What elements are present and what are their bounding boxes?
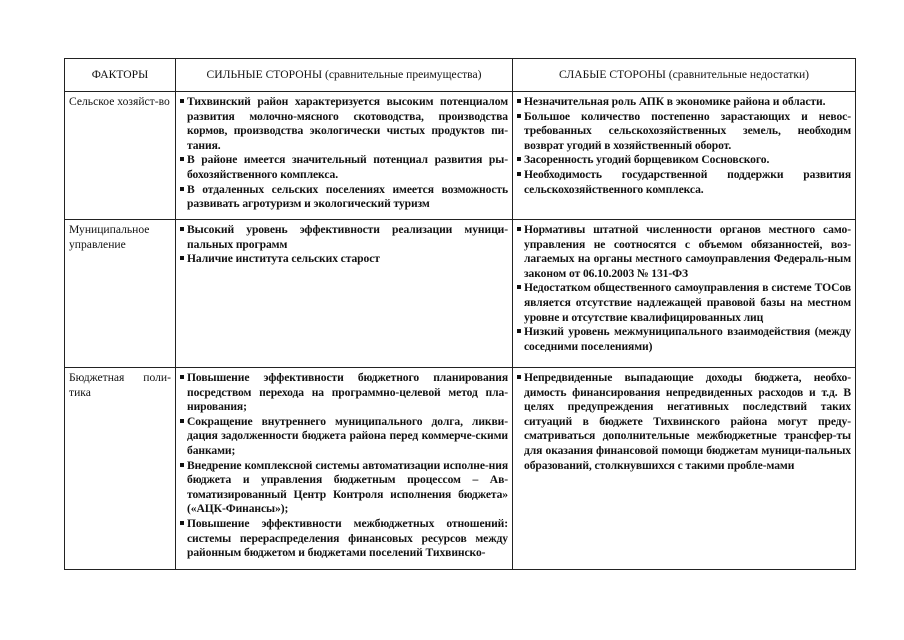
bullet-icon <box>517 285 521 289</box>
list-item: Повышение эффективности межбюджетных отношений: системы перераспределения финансовых ресурсов между районным бюджетом и бюджетами поселений Тихвинско- <box>180 517 508 561</box>
list-item: Повышение эффективности бюджетного планирования посредством перехода на программно-целевой метод пла-нирования; <box>180 371 508 415</box>
list-item: Тихвинский район характеризуется высоким потенциалом развития молочно-мясного скотоводства, производства кормов, производства экологически чистых продуктов пи-тания. <box>180 95 508 153</box>
list-item: Нормативы штатной численности органов местного само-управления не соотносятся с объемом обязанностей, воз-лагаемых на органы местного самоуправления Федераль-ным законом от 06.10.2003 № 131-ФЗ <box>517 223 851 281</box>
bullet-icon <box>517 99 521 103</box>
list-item: Недостатком общественного самоуправления в системе ТОСов является отсутствие надлежащей правовой базы на местном уровне и отсутствие квалифицированных лиц <box>517 281 851 325</box>
strengths-cell <box>176 220 513 368</box>
list-item: Высокий уровень эффективности реализации муници-пальных программ <box>180 223 508 252</box>
list-item: В отдаленных сельских поселениях имеется возможность развивать агротуризм и экологический туризм <box>180 183 508 212</box>
weaknesses-list <box>517 95 851 197</box>
list-item: Низкий уровень межмуниципального взаимодействия (между соседними поселениями) <box>517 325 851 354</box>
bullet-icon <box>517 172 521 176</box>
bullet-icon <box>180 463 184 467</box>
strengths-cell <box>176 368 513 570</box>
header-strengths: СИЛЬНЫЕ СТОРОНЫ (сравнительные преимущества) <box>176 59 513 92</box>
factor-municipal: Муниципальное управление <box>65 220 176 368</box>
list-item: Наличие института сельских старост <box>180 252 508 267</box>
list-item: Большое количество постепенно зарастающих и невос-требованных сельскохозяйственных земель, необходим возврат угодий в хозяйственный оборот. <box>517 110 851 154</box>
weaknesses-cell <box>513 92 856 220</box>
table-row <box>65 368 856 570</box>
header-row <box>65 59 856 92</box>
table-row <box>65 220 856 368</box>
bullet-icon <box>180 157 184 161</box>
list-item: Сокращение внутреннего муниципального долга, ликви-дация задолженности бюджета района перед коммерче-скими банками; <box>180 415 508 459</box>
list-item: Незначительная роль АПК в экономике района и области. <box>517 95 851 110</box>
weaknesses-list <box>517 223 851 354</box>
header-weaknesses: СЛАБЫЕ СТОРОНЫ (сравнительные недостатки) <box>513 59 856 92</box>
bullet-icon <box>517 227 521 231</box>
bullet-icon <box>180 99 184 103</box>
factor-budget: Бюджетная поли-тика <box>65 368 176 570</box>
strengths-list <box>180 95 508 212</box>
list-item: В районе имеется значительный потенциал развития ры-бохозяйственного комплекса. <box>180 153 508 182</box>
list-item: Внедрение комплексной системы автоматизации исполне-ния бюджета и управления бюджетным процессом – Ав-томатизированный Центр Контроля исполнения бюджета» («АЦК-Финансы»); <box>180 459 508 517</box>
bullet-icon <box>517 329 521 333</box>
bullet-icon <box>180 375 184 379</box>
bullet-icon <box>517 157 521 161</box>
bullet-icon <box>180 256 184 260</box>
strengths-list <box>180 371 508 561</box>
list-item: Непредвиденные выпадающие доходы бюджета, необхо-димость финансирования непредвиденных расходов и т.д. В целях предупреждения негативных последствий таких ситуаций в бюджете Тихвинского района могут преду-сматриваться дополнительные межбюджетные трансфер-ты для оказания финансовой помощи бюджетам муници-пальных образований, столкнувшихся с такими пробле-мами <box>517 371 851 473</box>
weaknesses-cell <box>513 220 856 368</box>
strengths-list <box>180 223 508 267</box>
swot-table <box>64 58 856 570</box>
table-row <box>65 92 856 220</box>
bullet-icon <box>517 375 521 379</box>
bullet-icon <box>180 419 184 423</box>
header-factors: ФАКТОРЫ <box>65 59 176 92</box>
weaknesses-cell <box>513 368 856 570</box>
list-item: Необходимость государственной поддержки развития сельскохозяйственного комплекса. <box>517 168 851 197</box>
bullet-icon <box>180 521 184 525</box>
weaknesses-list <box>517 371 851 473</box>
bullet-icon <box>517 114 521 118</box>
list-item: Засоренность угодий борщевиком Сосновского. <box>517 153 851 168</box>
factor-agriculture: Сельское хозяйст-во <box>65 92 176 220</box>
bullet-icon <box>180 227 184 231</box>
strengths-cell <box>176 92 513 220</box>
bullet-icon <box>180 187 184 191</box>
